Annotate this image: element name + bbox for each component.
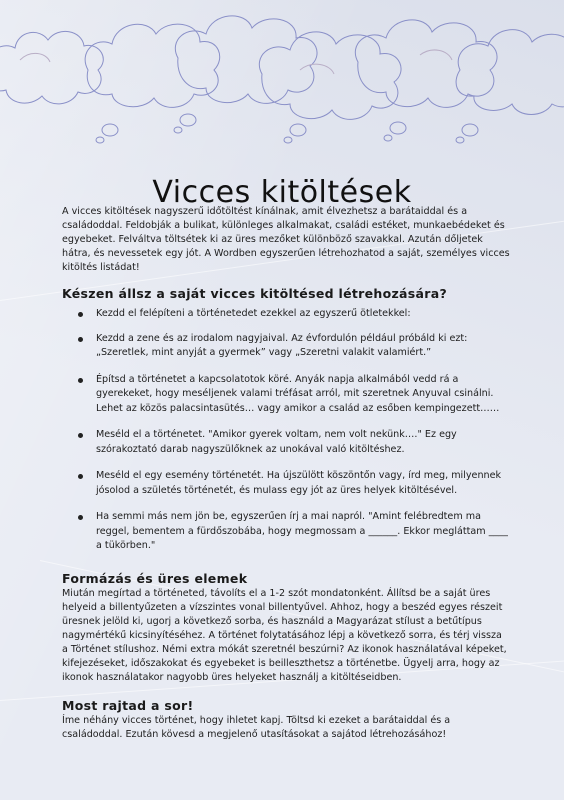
- thought-clouds-decoration: [0, 0, 564, 150]
- bullet-icon: [78, 337, 83, 342]
- intro-paragraph: A vicces kitöltések nagyszerű időtöltést kínálnak, amit élvezhetsz a barátaiddal és a családoddal. Feldobják a bulikat, különleges alkalmakat, családi estéket, munkaebédeket és egyebeket. Felváltva töltsétek ki az üres mezőket különböző szavakkal. Azután dőljetek hátra, és nevessetek egy jót. A Wordben egyszerűen létrehozhatod a saját, személyes vicces kitöltés listádat!: [62, 206, 510, 273]
- bullet-icon: [78, 515, 83, 520]
- list-item: Kezdd el felépíteni a történetedet ezekkel az egyszerű ötletekkel:: [62, 307, 510, 322]
- bullet-icon: [78, 433, 83, 438]
- your-turn-paragraph: Íme néhány vicces történet, hogy ihletet kapj. Töltsd ki ezeket a barátaiddal és a családoddal. Ezután kövesd a megjelenő utasításokat a sajátod létrehozásához!: [62, 714, 451, 740]
- ideas-list: [62, 307, 510, 554]
- document-body: [62, 205, 510, 742]
- bullet-icon: [78, 312, 83, 317]
- list-item: Kezdd a zene és az irodalom nagyjaival. Az évfordulón például próbáld ki ezt: „Szeretlek, mint anyját a gyermek” vagy „Szeretni valakit valamiért.”: [62, 332, 510, 361]
- list-item: Meséld el a történetet. "Amikor gyerek voltam, nem volt nekünk…." Ez egy szórakoztató darab nagyszülőknek az unokával való kitöltéshez.: [62, 428, 510, 457]
- section-heading-formatting: Formázás és üres elemek: [62, 570, 248, 586]
- section-heading-create: Készen állsz a saját vicces kitöltésed létrehozására?: [62, 286, 448, 301]
- bullet-icon: [78, 474, 83, 479]
- formatting-paragraph: Miután megírtad a történeted, távolíts el a 1-2 szót mondatonként. Állítsd be a saját üres helyeid a billentyűzeten a vízszintes vonal billentyűvel. Ahhoz, hogy a beszéd egyes részeit üresnek jelöld ki, ugorj a következő sorba, és használd a Magyarázat stílust a betűtípus nagymértékű kicsinyítéséhez. A történet folytatásához lépj a következő sorra, és térj vissza a Történet stílushoz. Némi extra mókát szeretnél beszúrni? Az ikonok használatával képeket, kifejezéseket, időszakokat és egyebeket is beilleszthetsz a történetbe. Ügyelj arra, hogy az ikonok használatakor nagyobb üres helyeket használj a kitöltéseidben.: [62, 587, 507, 683]
- section-heading-your-turn: Most rajtad a sor!: [62, 697, 194, 713]
- page-title: Vicces kitöltések: [152, 175, 412, 211]
- list-item: Építsd a történetet a kapcsolatotok köré. Anyák napja alkalmából vedd rá a gyerekeket, hogy meséljenek valami tréfásat arról, mit szeretnek Anyuval csinálni. Lehet az közös palacsintasütés… vagy amikor a család az esőben kempingezett……: [62, 373, 510, 417]
- list-item: Ha semmi más nem jön be, egyszerűen írj a mai napról. "Amint felébredtem ma reggel, bementem a fürdőszobába, hogy megmossam a ______. Ekkor megláttam ____ a tükörben.": [62, 510, 510, 554]
- bullet-icon: [78, 378, 83, 383]
- list-item: Meséld el egy esemény történetét. Ha újszülött köszöntőn vagy, írd meg, milyennek jósolod a születés történetét, és mulass egy jót az üres helyek kitöltésével.: [62, 469, 510, 498]
